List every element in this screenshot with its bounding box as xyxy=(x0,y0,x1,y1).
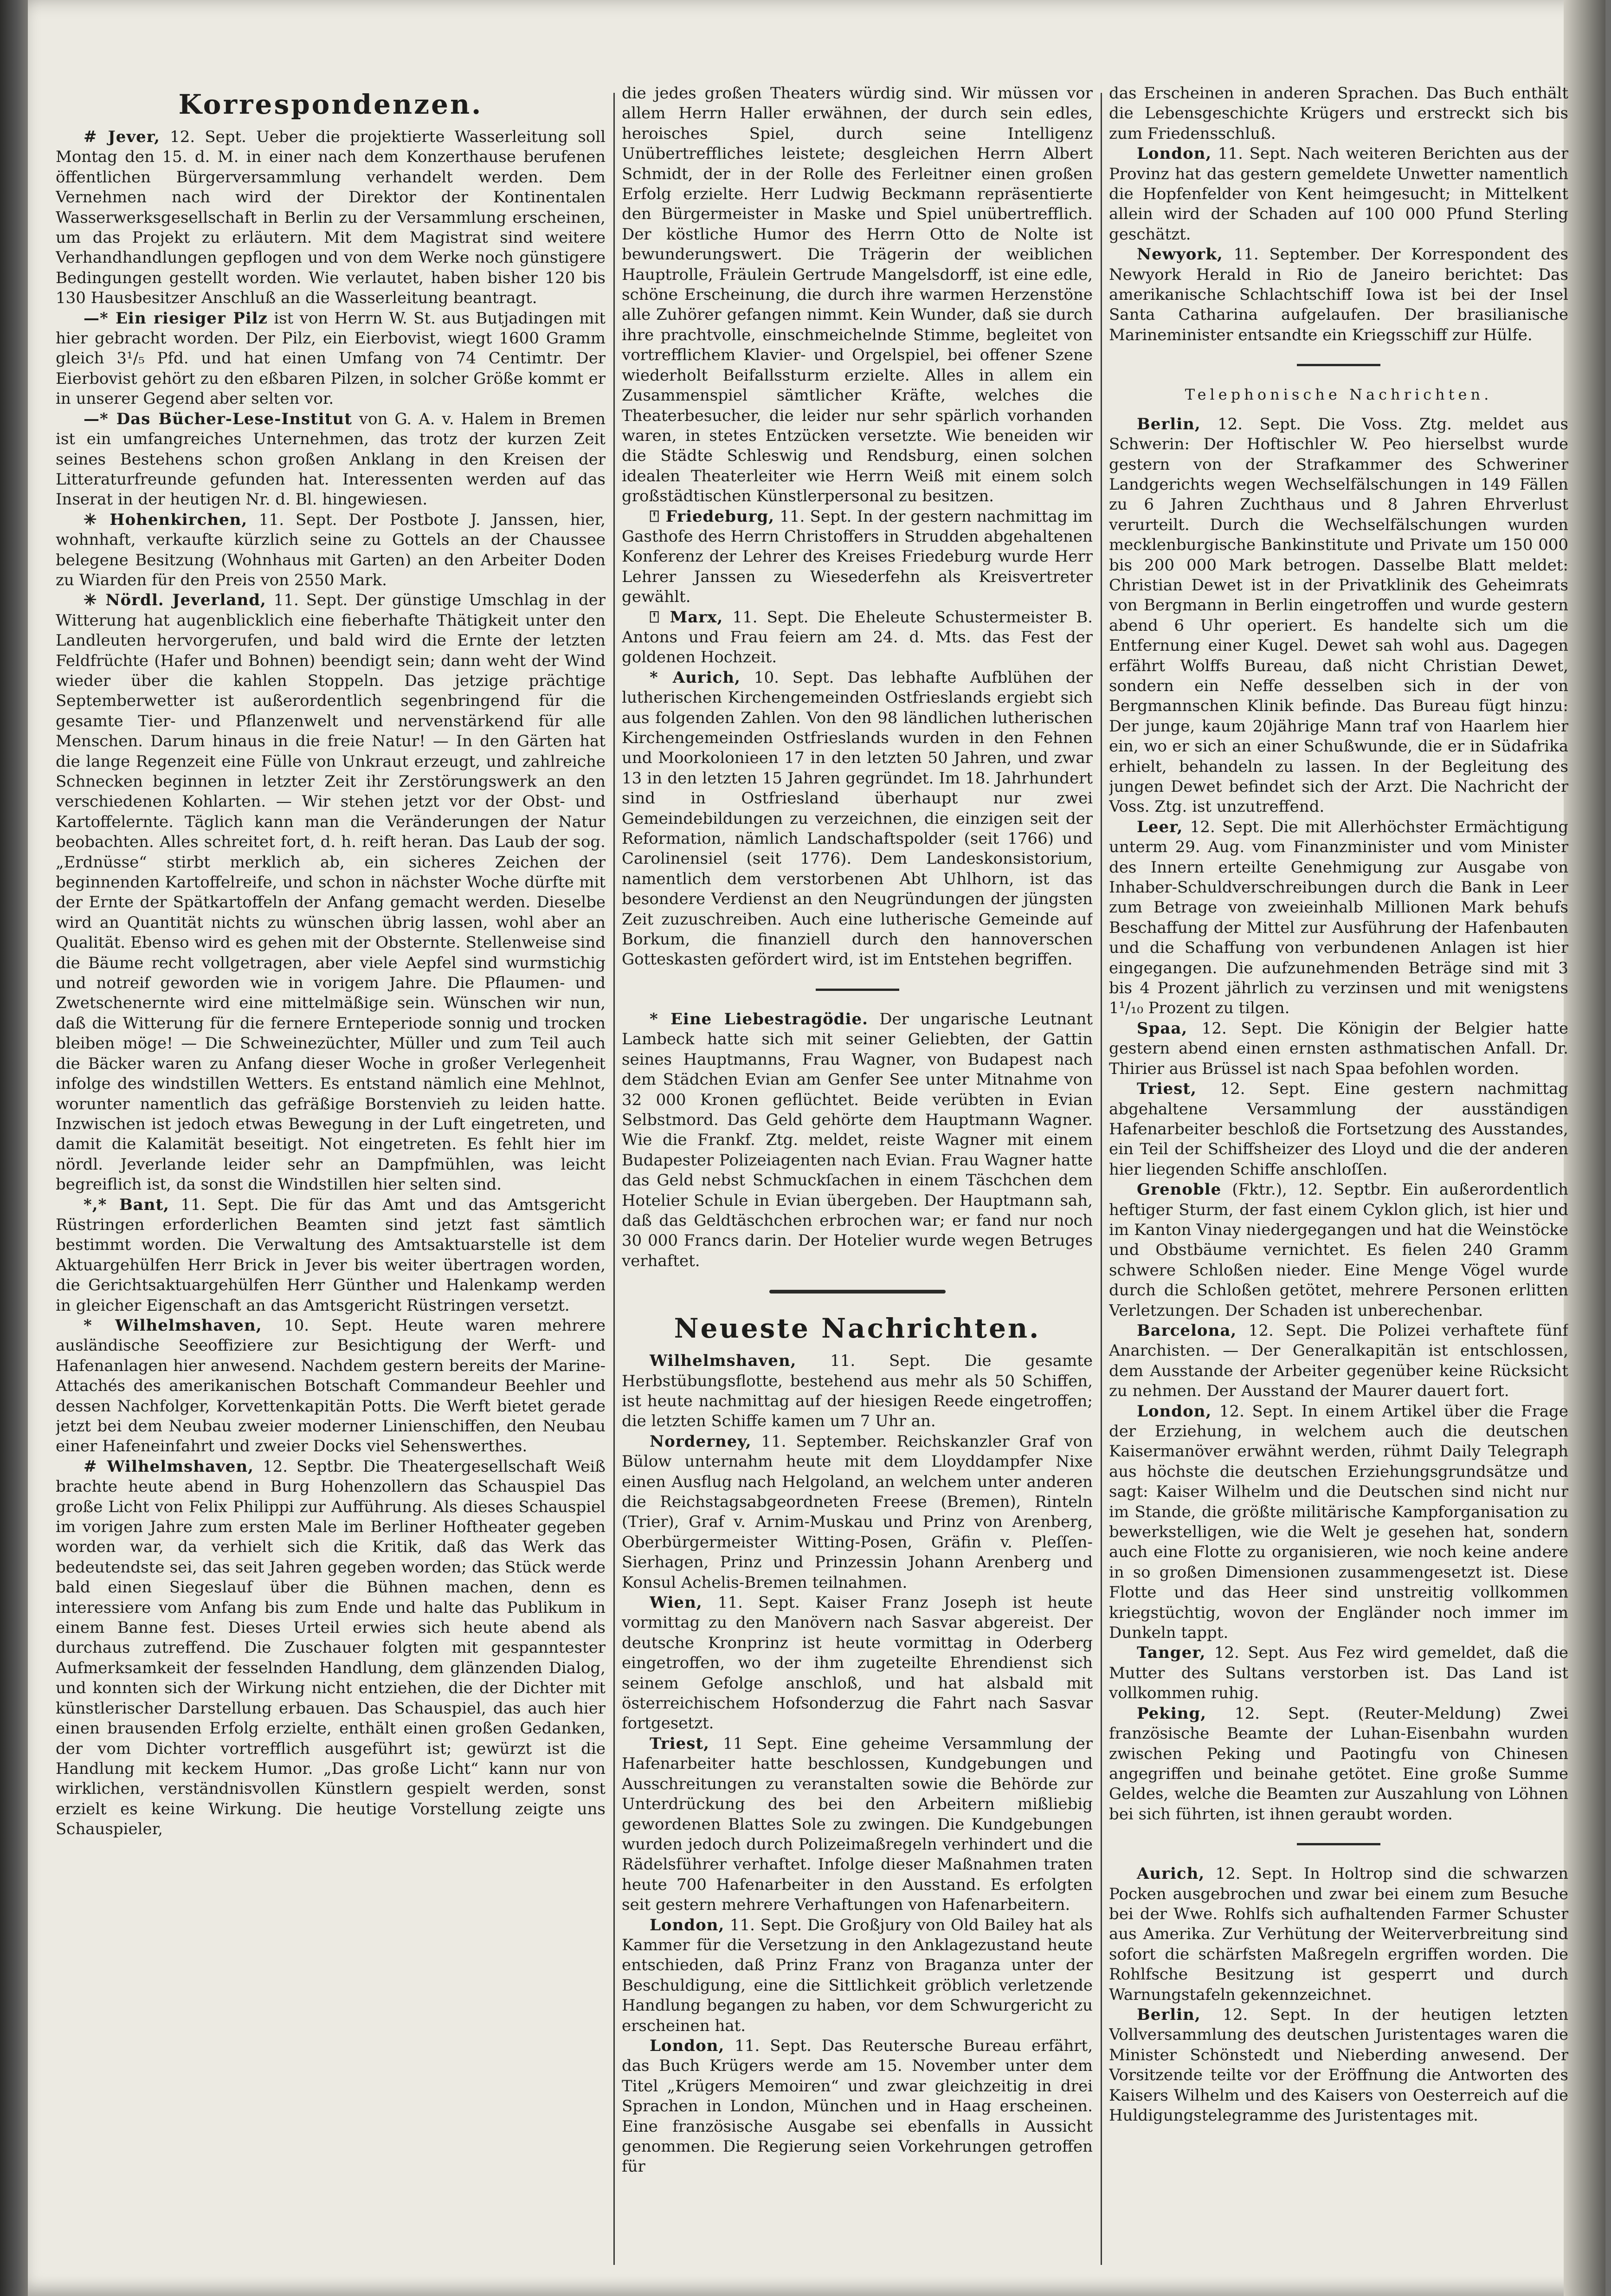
article-paragraph xyxy=(1109,144,1568,245)
dateline: Triest, xyxy=(650,1734,709,1753)
article-text: von G. A. v. Halem in Bremen ist ein umfangreiches Unternehmen, das trotz der kurzen Zeit seines Bestehens schon großen Anklang in den Kreisen der Litteraturfreunde gefunden hat. Interessenten werden auf das Inserat in der heutigen Nr. d. Bl. hingewiesen. xyxy=(56,409,606,509)
binding-spine xyxy=(0,0,28,2296)
article-paragraph xyxy=(1109,817,1568,1019)
dateline: * Wilhelmshaven, xyxy=(84,1316,262,1335)
article-text: 12. Sept. In Holtrop sind die schwarzen Pocken ausgebrochen und zwar bei einem zum Besuche bei der Wwe. Rohlfs sich aufhaltenden Farmer Schuster aus Amerika. Zur Verhütung der Weiterverbreitung sind sofort die schärfsten Maßregeln ergriffen worden. Die Rohlfsche Besitzung ist gesperrt und durch Warnungstafeln gekennzeichnet. xyxy=(1109,1864,1568,2004)
article-text: 11. Sept. Die Großjury von Old Bailey hat als Kammer für die Versetzung in den Anklagezustand heute entschieden, daß Prinz Franz von Braganza unter der Beschuldigung, eine die Sittlichkeit gröblich verletzende Handlung begangen zu haben, vor dem Schwurgericht zu erscheinen hat. xyxy=(622,1915,1093,2035)
article-text: 11. September. Der Korrespondent des Newyork Herald in Rio de Janeiro berichtet: Das amerikanische Schlachtschiff Iowa ist bei der Insel Santa Catharina aufgelaufen. Der brasilianische Marineminister entsandte ein Kriegsschiff zur Hülfe. xyxy=(1109,245,1568,344)
dateline: Wien, xyxy=(650,1593,702,1612)
article-paragraph xyxy=(1109,414,1568,817)
dateline: London, xyxy=(650,2036,725,2055)
article-paragraph xyxy=(622,1734,1093,1915)
column-1 xyxy=(56,84,606,2265)
article-text: 12. Sept. Die Polizei verhaftete fünf Anarchisten. — Der Generalkapitän ist entschlossen, dem Ausstande der Arbeiter gegenüber keine Rücksicht zu nehmen. Der Ausstand der Maurer dauert fort. xyxy=(1109,1321,1568,1401)
article-text: 12. Sept. Die Voss. Ztg. meldet aus Schwerin: Der Hoftischler W. Peo hierselbst wurde gestern von der Strafkammer des Schweriner Landgerichts wegen Wechselfälschungen in 149 Fällen zu 6 Jahren Zuchthaus und 8 Jahren Ehrverlust verurteilt. Durch die Wechselfälschungen wurden mecklenburgische Bankinstitute und Private um 150 000 bis 200 000 Mark betrogen. Dasselbe Blatt meldet: Christian Dewet ist in der Privatklinik des Geheimrats von Bergmann in Berlin eingetroffen und wurde gestern abend 6 Uhr operiert. Es handelte sich um die Entfernung einer Kugel. Dewet sah wohl aus. Dagegen erfährt Wolffs Bureau, daß nicht Christian Dewet, sondern ein Neffe desselben sich in der von Bergmannschen Klinik befinde. Das Bureau fügt hinzu: Der junge, kaum 20jährige Mann traf von Haarlem hier ein, wo er sich an einer Schußwunde, die er in Südafrika erhielt, behandeln zu lassen. In der Begleitung des jungen Dewet befindet sich der Arzt. Die Nachricht der Voss. Ztg. ist unzutreffend. xyxy=(1109,414,1568,816)
dateline: Barcelona, xyxy=(1137,1321,1237,1340)
article-text: 10. Sept. Das lebhafte Aufblühen der lutherischen Kirchengemeinden Ostfrieslands ergiebt sich aus folgenden Zahlen. Von den 98 ländlichen lutherischen Kirchengemeinden Ostfrieslands wurden in den Fehnen und Moorkolonieen 17 in den letzten 50 Jahren, und zwar 13 in den letzten 15 Jahren gegründet. Im 18. Jahrhundert sind in Ostfriesland überhaupt nur zwei Gemeindebildungen zu verzeichnen, die einzigen seit der Reformation, nämlich Landschaftspolder (seit 1766) und Carolinensiel (seit 1776). Dem Landeskonsistorium, namentlich dem verstorbenen Abt Uhlhorn, ist das besondere Verdienst an den Neugründungen der jüngsten Zeit zuzuschreiben. Auch eine lutherische Gemeinde auf Borkum, die finanziell durch den hannoverschen Gotteskasten gefördert wird, ist im Entstehen begriffen. xyxy=(622,668,1093,969)
article-text: ist von Herrn W. St. aus Butjadingen mit hier gebracht worden. Der Pilz, ein Eierbovist, wiegt 1600 Gramm gleich 3¹/₅ Pfd. und hat einen Umfang von 74 Centimtr. Der Eierbovist gehört zu den eßbaren Pilzen, in solcher Größe kommt er in unserer Gegend aber selten vor. xyxy=(56,309,606,408)
article-text: 11. Sept. Die gesamte Herbstübungsflotte, bestehend aus mehr als 50 Schiffen, ist heute nachmittag auf der hiesigen Reede eingetroffen; die letzten Schiffe kamen um 7 Uhr an. xyxy=(622,1352,1093,1431)
section-subheading: Telephonische Nachrichten. xyxy=(1185,386,1493,404)
article-paragraph xyxy=(622,1009,1093,1271)
article-paragraph xyxy=(622,84,1093,507)
section-heading: Neueste Nachrichten. xyxy=(674,1313,1041,1345)
dateline: London, xyxy=(1137,1402,1212,1421)
section-separator xyxy=(1297,364,1380,366)
article-paragraph xyxy=(1109,1704,1568,1824)
dateline: ⍞ Friedeburg, xyxy=(650,507,775,526)
article-text: 11. Sept. Kaiser Franz Joseph ist heute vormittag zu den Manövern nach Sasvar abgereist. Der deutsche Kronprinz ist heute vormittag in Oderberg eingetroffen, wo der ihm zugeteilte Ehrendienst sich seinem Gefolge anschloß, und hat alsbald mit österreichischem Hofsonderzug die Fahrt nach Sasvar fortgesetzt. xyxy=(622,1593,1093,1733)
dateline: Grenoble xyxy=(1137,1180,1222,1199)
dateline: * Eine Liebestragödie. xyxy=(650,1009,868,1028)
article-paragraph xyxy=(56,1457,606,1840)
article-text: 12. Sept. Die Königin der Belgier hatte gestern abend einen ernsten asthmatischen Anfall. Dr. Thirier aus Brüssel ist nach Spaa befohlen worden. xyxy=(1109,1019,1568,1078)
article-text: 11. Sept. Die für das Amt und das Amtsgericht Rüstringen erforderlichen Beamten sind jetzt fast sämtlich bestimmt worden. Die Verwaltung des Amtsaktuarstelle ist dem Aktuargehülfen Herr Brick in Jever bis weiter übertragen worden, die Gerichtsaktuargehülfen Herr Günther und Halenkamp werden in gleicher Eigenschaft an das Amtsgericht Rüstringen versetzt. xyxy=(56,1195,606,1315)
section-heading-korrespondenzen: Korrespondenzen. xyxy=(178,89,483,120)
article-paragraph xyxy=(1109,1079,1568,1180)
dateline: Spaa, xyxy=(1137,1019,1188,1038)
article-text: 12. Sept. Aus Fez wird gemeldet, daß die Mutter des Sultans verstorben ist. Das Land ist vollkommen ruhig. xyxy=(1109,1643,1568,1703)
dateline: Peking, xyxy=(1137,1704,1207,1723)
dateline: *,* Bant, xyxy=(84,1195,169,1214)
dateline: Aurich, xyxy=(1137,1864,1205,1883)
dateline: Tanger, xyxy=(1137,1643,1206,1662)
article-text: 12. Sept. In einem Artikel über die Frage der Erziehung, in welchem auch die deutschen Kaisermanöver erwähnt werden, rühmt Daily Telegraph aus höchste die deutschen Erziehungsgrundsätze und sagt: Kaiser Wilhelm und die Deutschen sind nicht nur im Stande, die größte militärische Kampforganisation zu bewerkstelligen, wie die Welt je gesehen hat, sondern auch eine Flotte zu organisieren, wie noch keine andere in so großen Dimensionen zusammengesetzt ist. Diese Flotte und das Heer sind unstreitig vollkommen kriegstüchtig, wovon der Engländer noch immer im Dunkeln tappt. xyxy=(1109,1402,1568,1643)
article-text: die jedes großen Theaters würdig sind. Wir müssen vor allem Herrn Haller erwähnen, der durch sein edles, heroisches Spiel, durch seine Intelligenz Unübertreffliches leistete; desgleichen Herrn Albert Schmidt, der in der Rolle des Ferleitner einen großen Erfolg erzielte. Herr Ludwig Beckmann repräsentierte den Bürgermeister in Maske und Spiel unübertrefflich. Der köstliche Humor des Herrn Otto de Nolte ist bewunderungswert. Die Trägerin der weiblichen Hauptrolle, Fräulein Gertrude Mangelsdorff, ist eine edle, schöne Erscheinung, die durch ihre warmen Herzenstöne alle Zuhörer gefangen nimmt. Kein Wunder, daß sie durch ihre prachtvolle, einschmeichelnde Stimme, begleitet von vortrefflichem Klavier- und Orgelspiel, bei offener Szene wiederholt Beifallssturm erzielte. Alles in allem ein Zusammenspiel sämtlicher Kräfte, welches die Theaterbesucher, die leider nur sehr spärlich vorhanden waren, in stetes Entzücken versetzte. Wie beneiden wir die Städte Schleswig und Rendsburg, einen solchen idealen Theaterleiter wie Herrn Weiß mit einem solch großstädtischen Künstlerpersonal zu besitzen. xyxy=(622,84,1093,506)
article-text: 12. Sept. Eine gestern nachmittag abgehaltene Versammlung der ausständigen Hafenarbeiter beschloß die Fortsetzung des Ausstandes, ein Teil der Schiffsheizer des Lloyd und die der anderen hier liegenden Schiffe anschloſſen. xyxy=(1109,1080,1568,1179)
article-text: 11. September. Reichskanzler Graf von Bülow unternahm heute mit dem Lloyddampfer Nixe einen Ausflug nach Helgoland, an welchem unter anderen die Reichstagsabgeordneten Freese (Bremen), Rinteln (Trier), Graf v. Arnim-Muskau und Prinz von Arenberg, Oberbürgermeister Witting-Posen, Gräfin v. Pleſſen-Sierhagen, Prinz und Prinzessin Johann Arenberg und Konsul Achelis-Bremen teilnahmen. xyxy=(622,1432,1093,1592)
dateline: Norderney, xyxy=(650,1432,752,1451)
column-2 xyxy=(622,84,1093,2265)
article-paragraph xyxy=(1109,2005,1568,2126)
article-text: 11. Sept. In der gestern nachmittag im Gasthofe des Herrn Christoffers in Strudden abgehaltenen Konferenz der Lehrer des Kreises Friedeburg wurde Herr Lehrer Janssen zu Wiesederfehn als Kreisvertreter gewählt. xyxy=(622,507,1093,607)
article-paragraph xyxy=(56,510,606,591)
article-paragraph xyxy=(622,1593,1093,1734)
article-text: 12. Sept. Die mit Allerhöchster Ermächtigung unterm 29. Aug. vom Finanzminister und vom Minister des Innern erteilte Genehmigung zur Ausgabe von Inhaber-Schuldverschreibungen durch die Bank in Leer zum Betrage von zweieinhalb Millionen Mark behufs Beschaffung der Mittel zur Ausführung der Hafenbauten und die Schaffung von verbundenen Anlagen ist hier eingegangen. Die aufzunehmenden Beträge sind mit 3 bis 4 Prozent jährlich zu verzinsen und mit wenigstens 1¹/₁₀ Prozent zu tilgen. xyxy=(1109,817,1568,1018)
column-3-articles xyxy=(1109,84,1568,2126)
article-paragraph xyxy=(622,1915,1093,2036)
article-paragraph xyxy=(1109,1643,1568,1703)
article-paragraph xyxy=(1109,1321,1568,1402)
article-paragraph xyxy=(622,2036,1093,2177)
article-text: 12. Sept. Ueber die projektierte Wasserleitung soll Montag den 15. d. M. in einer nach dem Konzerthause berufenen öffentlichen Bürgerversammlung verhandelt werden. Dem Vernehmen nach wird der Direktor der Kontinentalen Wasserwerksgesellschaft in Berlin zu der Versammlung erscheinen, um das Projekt zu erläutern. Mit dem Magistrat sind weitere Verhandhandlungen gepflogen und von dem Werke noch günstigere Bedingungen gestellt worden. Wie verlautet, haben bisher 120 bis 130 Hausbesitzer Anschluß an die Wasserleitung beantragt. xyxy=(56,128,606,308)
article-separator xyxy=(1297,1843,1380,1845)
article-paragraph xyxy=(1109,245,1568,345)
dateline: London, xyxy=(1137,144,1212,163)
article-paragraph xyxy=(56,409,606,510)
dateline: —* Das Bücher-Lese-Institut xyxy=(84,409,352,428)
dateline: Newyork, xyxy=(1137,245,1223,264)
dateline: # Jever, xyxy=(84,128,161,146)
dateline: London, xyxy=(650,1915,725,1934)
dateline: * Aurich, xyxy=(650,668,741,687)
article-paragraph xyxy=(1109,1180,1568,1321)
article-text: 11. Sept. Der Postbote J. Janssen, hier, wohnhaft, verkaufte kürzlich seine zu Gottels an der Chaussee belegene Besitzung (Wohnhaus mit Garten) an den Arbeiter Doden zu Wiarden für den Preis von 2550 Mark. xyxy=(56,510,606,589)
article-text: das Erscheinen in anderen Sprachen. Das Buch enthält die Lebensgeschichte Krügers und erstreckt sich bis zum Friedensschluß. xyxy=(1109,84,1568,143)
article-paragraph xyxy=(1109,84,1568,144)
article-separator xyxy=(816,989,899,991)
article-text: 11 Sept. Eine geheime Versammlung der Hafenarbeiter hatte beschlossen, Kundgebungen und Ausschreitungen zu veranstalten sowie die Behörde zur Unterdrückung des bei den Arbeitern mißliebig gewordenen Blattes Sole zu zwingen. Die Kundgebungen wurden jedoch durch Polizeimaßregeln verhindert und die Rädelsführer verhaftet. Infolge dieser Maßnahmen traten heute 700 Hafenarbeiter in den Ausstand. Es erfolgten seit gestern mehrere Verhaftungen von Hafenarbeitern. xyxy=(622,1734,1093,1914)
column-2-articles xyxy=(622,84,1093,2177)
article-text: 10. Sept. Heute waren mehrere ausländische Seeoffiziere zur Besichtigung der Werft- und Hafenanlagen hier anwesend. Nachdem gestern bereits der Marine-Attachés des amerikanischen Botschaft Commandeur Beehler und dessen Nachfolger, Korvettenkapitän Potts. Die Werft bietet gerade jetzt bei dem Neubau zweier moderner Linienschiffen, den Neubau einer Hafeneinfahrt und zweier Docks viel Sehenswerthes. xyxy=(56,1316,606,1456)
article-paragraph xyxy=(56,1316,606,1457)
page-edge-shadow xyxy=(1564,0,1605,2296)
article-paragraph xyxy=(622,1432,1093,1593)
article-text: Der ungarische Leutnant Lambeck hatte sich mit seiner Geliebten, der Gattin seines Hauptmanns, Frau Wagner, von Budapest nach dem Städchen Evian am Genfer See unter Mitnahme von 32 000 Kronen geflüchtet. Beide verübten in Evian Selbstmord. Das Geld gehörte dem Hauptmann Wagner. Wie die Frankf. Ztg. meldet, reiste Wagner mit einem Budapester Polizeiagenten nach Evian. Frau Wagner hatte das Geld nebst Schmuckſachen in einem Täschchen dem Hotelier Schule in Evian übergeben. Der Hauptmann sah, daß das Geldtäschchen erbrochen war; er fand nur noch 30 000 Francs darin. Der Hotelier wurde wegen Betruges verhaftet. xyxy=(622,1009,1093,1270)
article-paragraph xyxy=(622,1351,1093,1432)
article-text: 11. Sept. Die Eheleute Schustermeister B. Antons und Frau feiern am 24. d. Mts. das Fest der goldenen Hochzeit. xyxy=(622,608,1093,667)
dateline: ✳ Nördl. Jeverland, xyxy=(84,591,266,610)
column-3 xyxy=(1109,84,1568,2265)
article-paragraph xyxy=(56,1195,606,1316)
article-text: 11. Sept. Nach weiteren Berichten aus der Provinz hat das gestern gemeldete Unwetter namentlich die Hopfenfelder von Kent heimgesucht; in Mittelkent allein wird der Schaden auf 100 000 Pfund Sterling geschätzt. xyxy=(1109,144,1568,244)
article-paragraph xyxy=(56,127,606,309)
article-paragraph xyxy=(1109,1402,1568,1643)
dateline: Leer, xyxy=(1137,817,1183,836)
dateline: ⍞ Marx, xyxy=(650,608,723,627)
article-paragraph xyxy=(1109,1864,1568,2005)
article-paragraph xyxy=(56,590,606,1195)
dateline: # Wilhelmshaven, xyxy=(84,1457,254,1476)
dateline: Wilhelmshaven, xyxy=(650,1352,797,1371)
column-rule-1 xyxy=(613,93,615,2265)
section-separator xyxy=(769,1290,946,1294)
dateline: Berlin, xyxy=(1137,2005,1201,2024)
dateline: Triest, xyxy=(1137,1080,1197,1099)
column-rule-2 xyxy=(1101,93,1102,2265)
dateline: —* Ein riesiger Pilz xyxy=(84,309,268,328)
article-text: 11. Sept. Das Reutersche Bureau erfährt, das Buch Krügers werde am 15. November unter dem Titel „Krügers Memoiren“ und zwar gleichzeitig in drei Sprachen in London, München und in Haag erscheinen. Eine französische Ausgabe sei ebenfalls in Aussicht genommen. Die Regierung seien Vorkehrungen getroffen für xyxy=(622,2036,1093,2176)
dateline: Berlin, xyxy=(1137,414,1201,433)
article-paragraph xyxy=(622,507,1093,608)
article-paragraph xyxy=(56,309,606,409)
article-paragraph xyxy=(1109,1019,1568,1079)
article-paragraph xyxy=(622,668,1093,970)
article-text: (Fktr.), 12. Septbr. Ein außerordentlich heftiger Sturm, der fast einem Cyklon glich, ist hier und im Kanton Vinay niedergegangen und hat die Weinstöcke und Obstbäume vernichtet. Es fielen 240 Gramm schwere Schloßen nieder. Eine Menge Vögel wurde durch die Schloßen getötet, mehrere Personen erlitten Verletzungen. Der Schaden ist unberechenbar. xyxy=(1109,1180,1568,1320)
article-text: 12. Sept. In der heutigen letzten Vollversammlung des deutschen Juristentages waren die Minister Schönstedt und Nieberding anwesend. Der Vorsitzende teilte vor der Eröffnung die Antworten des Kaisers Wilhelm und des Kaisers von Oesterreich auf die Huldigungstelegramme des Juristentages mit. xyxy=(1109,2005,1568,2125)
article-text: 12. Sept. (Reuter-Meldung) Zwei französische Beamte der Luhan-Eisenbahn wurden zwischen Peking und Paotingfu von Chinesen angegriffen und beinahe getötet. Eine große Summe Geldes, welche die Beamten zur Auszahlung von Löhnen bei sich führten, ist ihnen geraubt worden. xyxy=(1109,1704,1568,1824)
column-1-articles xyxy=(56,127,606,1840)
article-paragraph xyxy=(622,608,1093,668)
dateline: ✳ Hohenkirchen, xyxy=(84,510,248,529)
article-text: 12. Septbr. Die Theatergesellschaft Weiß brachte heute abend in Burg Hohenzollern das Schauspiel Das große Licht von Felix Philippi zur Aufführung. Als dieses Schauspiel im vorigen Jahre zum ersten Male im Berliner Hoftheater gegeben worden war, da verhielt sich die Kritik, daß das Werk das bedeutendste sei, das seit Jahren gegeben worden; das Stück werde bald einen Siegeslauf über die Bühnen machen, denn es interessiere vom Anfang bis zum Ende und halte das Publikum in einem Banne fest. Dieses Urteil erwies sich heute abend als durchaus zutreffend. Die Zuschauer folgten mit gespanntester Aufmerksamkeit der fesselnden Handlung, dem glänzenden Dialog, und konnten sich der Wirkung nicht entziehen, die der Dichter mit künstlerischer Darstellung erbauen. Das Schauspiel, das auch hier einen brausenden Erfolg erzielte, enthält einen großen Gedanken, der vom Dichter vortrefflich ausgeführt ist; gewürzt ist die Handlung mit keckem Humor. „Das große Licht“ kann nur von wirklichen, verständnisvollen Künstlern gespielt werden, sonst erzielt es keine Wirkung. Die heutige Vorstellung zeigte uns Schauspieler, xyxy=(56,1457,606,1839)
article-text: 11. Sept. Der günstige Umschlag in der Witterung hat augenblicklich eine fieberhafte Thätigkeit unter den Landleuten hervorgerufen, und bald wird die Ernte der letzten Feldfrüchte (Hafer und Bohnen) beendigt sein; dann weht der Wind wieder über die kahlen Stoppeln. Das jetzige prächtige Septemberwetter ist außerordentlich segenbringend für die gesamte Tier- und Pflanzenwelt und nervenstärkend für alle Menschen. Darum hinaus in die freie Natur! — In den Gärten hat die lange Regenzeit eine Fülle von Unkraut erzeugt, und zahlreiche Schnecken beginnen in letzter Zeit ihr Zerstörungswerk an den verschiedenen Kohlarten. — Wir stehen jetzt vor der Obst- und Kartoffelernte. Täglich kann man die Veränderungen der Natur beobachten. Alles schreitet fort, d. h. reift heran. Das Laub der sog. „Erdnüsse“ stirbt merklich ab, ein sicheres Zeichen der beginnenden Kartoffelreife, und schon in nächster Woche dürfte mit der Ernte der Spätkartoffeln der Anfang gemacht werden. Dieselbe wird an Quantität nichts zu wünschen übrig lassen, wohl aber an Qualität. Ebenso wird es gehen mit der Obsternte. Stellenweise sind die Bäume recht vollgetragen, aber viele Aepfel sind wurmstichig und notreif geworden wie in vorigem Jahre. Die Pflaumen- und Zwetschenernte wird eine mittelmäßige sein. Wünschen wir nun, daß die Witterung für die fernere Ernteperiode sonnig und trocken bleiben möge! — Die Schweinezüchter, Müller und zum Teil auch die Bäcker waren zu Anfang dieser Woche in großer Verlegenheit infolge des windstillen Wetters. Es entstand nämlich eine Mehlnot, worunter namentlich das gefräßige Borstenvieh zu leiden hatte. Inzwischen ist jedoch etwas Bewegung in der Luft eingetreten, und damit die Kalamität beseitigt. Not eingetreten. Es fehlt hier im nördl. Jeverlande leider sehr an Dampfmühlen, was leicht begreiflich ist, da sonst die Windstillen hier selten sind. xyxy=(56,591,606,1194)
